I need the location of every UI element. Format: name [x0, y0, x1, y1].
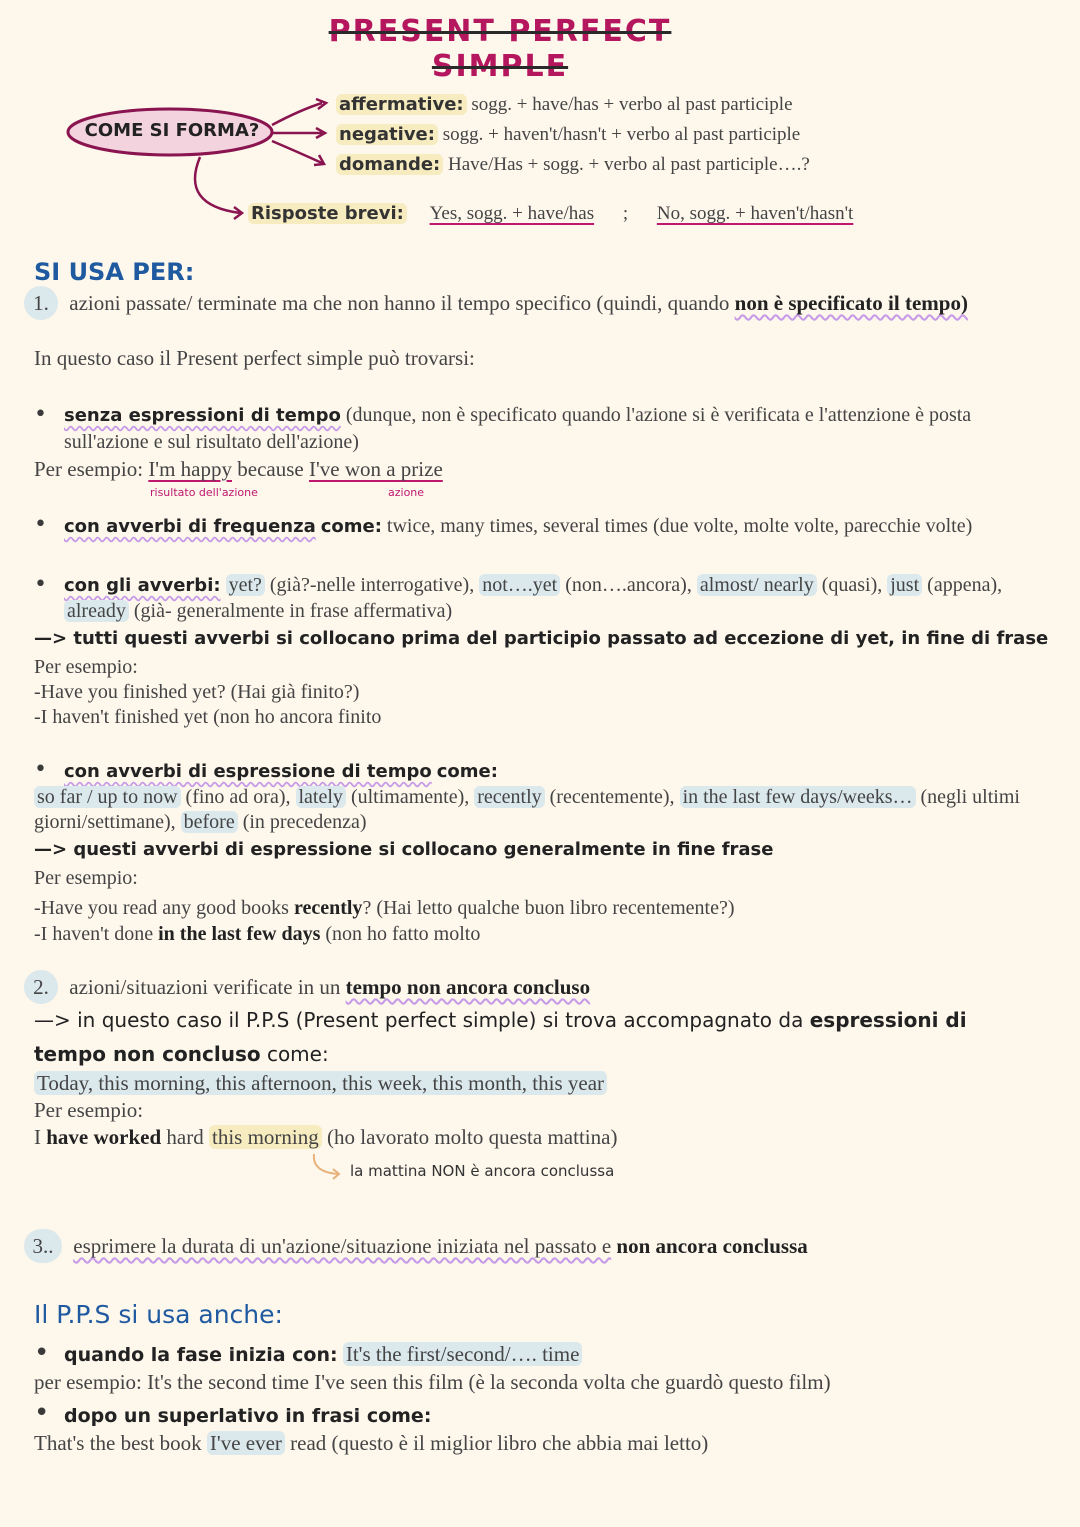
expr-2: lately — [296, 786, 346, 808]
expr-text: giorni/settimane), — [34, 811, 176, 833]
b4-line1 — [34, 784, 1074, 810]
expr-5: (recentemente), — [544, 786, 680, 808]
adv-3: (non….ancora), — [560, 574, 697, 596]
adv-5: (quasi), — [816, 574, 888, 596]
example-action: I've won a prize — [308, 457, 443, 481]
bullet-no-time — [64, 402, 1049, 455]
item-bold: tempo non ancora concluso — [345, 975, 591, 999]
adv-already: already — [64, 600, 129, 622]
short-yes: Yes, sogg. + have/has — [429, 203, 595, 224]
example-result: I'm happy — [148, 457, 232, 481]
item-text: azioni/situazioni verificate in un — [69, 975, 341, 999]
page-title: PRESENT PERFECT SIMPLE — [328, 14, 672, 84]
b3-example-1: -Have you finished yet? (Hai già finito?) — [34, 681, 360, 703]
item2-example — [34, 1124, 617, 1150]
bullet-come: come: — [436, 761, 498, 782]
example-bold: recently — [293, 897, 363, 919]
questions-text: Have/Has + sogg. + verbo al past participle….? — [448, 154, 810, 175]
bullet-dot: • — [34, 572, 47, 597]
negative-row — [336, 122, 800, 148]
adv-0: yet? — [226, 574, 265, 596]
also-example-1: per esempio: It's the second time I've seen this film (è la seconda volta che guardò questo film) — [34, 1370, 831, 1394]
bullet-title: dopo un superlativo in frasi come: — [64, 1405, 432, 1427]
b1-example — [34, 456, 443, 482]
bullet-time-expr — [64, 758, 498, 785]
bullet-dot: • — [34, 1338, 50, 1368]
example-label: Per esempio: — [34, 457, 144, 481]
example-text: -I haven't done — [34, 923, 154, 945]
item2-rule — [34, 1008, 967, 1032]
bullet-title: con avverbi di frequenza — [64, 516, 316, 537]
adv-4: almost/ nearly — [697, 574, 817, 596]
adv-6: just — [887, 574, 922, 596]
b3-example-2: -I haven't finished yet (non ho ancora finito — [34, 706, 382, 728]
bullet-title: con gli avverbi: — [64, 575, 221, 596]
short-sep: ; — [622, 203, 629, 224]
example-text: That's the best book — [34, 1431, 202, 1455]
rule-text: come: — [266, 1042, 329, 1066]
bullet-title: senza espressioni di tempo — [64, 405, 341, 426]
item-text: azioni passate/ terminate ma che non hanno il tempo specifico (quindi, quando — [69, 291, 730, 315]
already-text: (già- generalmente in frase affermativa) — [133, 600, 453, 622]
short-no: No, sogg. + haven't/hasn't — [656, 203, 854, 224]
affirmative-row — [336, 92, 793, 118]
bullet-come: come: — [320, 516, 382, 537]
b3-example-label: Per esempio: — [34, 656, 138, 678]
note-arrow — [308, 1152, 348, 1182]
bullet-text: twice, many times, several times (due volte, molte volte, parecchie volte) — [386, 515, 973, 537]
item-number: 2. — [24, 970, 58, 1004]
bullet-dot: • — [34, 757, 47, 782]
item-bold: non ancora conclussa — [616, 1234, 808, 1258]
rule-text: —> in questo caso il P.P.S (Present perfect simple) si trova accompagnato da — [34, 1008, 804, 1032]
b4-example-1 — [34, 895, 735, 921]
b3-line2 — [64, 598, 452, 624]
use-item-2 — [24, 970, 590, 1004]
example-text: I — [34, 1125, 41, 1149]
example-highlight: this morning — [209, 1125, 322, 1149]
example-text: (ho lavorato molto questa mattina) — [327, 1125, 618, 1149]
b4-rule: —> questi avverbi di espressione si collocano generalmente in fine frase — [34, 839, 774, 860]
use-item-1 — [24, 286, 1054, 320]
bullet-dot: • — [34, 402, 47, 427]
expr-0: so far / up to now — [34, 786, 181, 808]
item1-after: In questo caso il Present perfect simple può trovarsi: — [34, 346, 475, 370]
example-text: ? (Hai letto qualche buon libro recentemente?) — [362, 897, 735, 919]
item-number: 3.. — [24, 1229, 62, 1263]
b4-line2 — [34, 809, 367, 835]
expr-3: (ultimamente), — [345, 786, 475, 808]
note-action: azione — [388, 486, 425, 499]
b3-rule: —> tutti questi avverbi si collocano prima del participio passato ad eccezione di yet, in fine di frase — [34, 628, 1049, 649]
negative-text: sogg. + haven't/hasn't + verbo al past participle — [442, 124, 801, 145]
adv-2: not….yet — [479, 574, 560, 596]
item-number: 1. — [24, 286, 58, 320]
item2-example-label: Per esempio: — [34, 1098, 144, 1122]
b4-example-2 — [34, 921, 480, 947]
questions-row — [336, 152, 810, 178]
use-item-3 — [24, 1229, 808, 1263]
expr-before: before — [181, 811, 238, 833]
affirmative-text: sogg. + have/has + verbo al past participle — [471, 94, 793, 115]
example-text: (non ho fatto molto — [325, 923, 481, 945]
bullet-title: quando la fase inizia con: — [64, 1344, 338, 1366]
expressions-text: Today, this morning, this afternoon, this week, this month, this year — [34, 1071, 607, 1095]
expr-1: (fino ad ora), — [180, 786, 296, 808]
item2-note: la mattina NON è ancora conclussa — [350, 1162, 615, 1180]
item-text: esprimere la durata di un'azione/situazione iniziata nel passato e — [73, 1234, 612, 1258]
example-text: -Have you read any good books — [34, 897, 289, 919]
adv-1: (già?-nelle interrogative), — [264, 574, 480, 596]
rule-bold: espressioni di — [809, 1008, 967, 1032]
short-answers-row — [248, 201, 853, 227]
also-example-2 — [34, 1430, 708, 1456]
example-text: read (questo è il miglior libro che abbia mai letto) — [290, 1431, 709, 1455]
bullet-dot: • — [34, 1398, 50, 1428]
example-text: hard — [166, 1125, 204, 1149]
uses-heading: SI USA PER: — [34, 258, 195, 286]
example-mid: because — [237, 457, 304, 481]
bullet-highlight: It's the first/second/…. time — [343, 1342, 583, 1366]
adv-7: (appena), — [922, 574, 1003, 596]
bullet-adverbs — [64, 572, 1054, 599]
short-answers-label: Risposte brevi: — [248, 203, 407, 224]
also-bullet-2 — [64, 1402, 431, 1429]
note-result: risultato dell'azione — [150, 486, 258, 499]
also-bullet-1 — [64, 1341, 582, 1368]
example-bold: have worked — [46, 1125, 162, 1149]
item2-rule-line2 — [34, 1042, 329, 1066]
example-bold: in the last few days — [158, 923, 321, 945]
negative-label: negative: — [336, 124, 438, 145]
formation-label: COME SI FORMA? — [84, 120, 260, 141]
bullet-text: (dunque, non è specificato quando l'azione si è verificata e l'attenzione è posta sull'azione e sul risultato dell'azione) — [64, 404, 972, 453]
also-heading: Il P.P.S si usa anche: — [34, 1300, 283, 1329]
rule-bold: tempo non concluso — [34, 1042, 261, 1066]
expr-text: (in precedenza) — [242, 811, 367, 833]
questions-label: domande: — [336, 154, 443, 175]
expr-7: (negli ultimi — [915, 786, 1020, 808]
example-highlight: I've ever — [207, 1431, 285, 1455]
expr-4: recently — [474, 786, 544, 808]
expr-6: in the last few days/weeks… — [680, 786, 916, 808]
b4-example-label: Per esempio: — [34, 867, 138, 889]
item-bold: non è specificato il tempo) — [734, 291, 968, 315]
item2-expressions — [34, 1070, 607, 1096]
affirmative-label: affermative: — [336, 94, 467, 115]
bullet-title: con avverbi di espressione di tempo — [64, 761, 432, 782]
bullet-dot: • — [34, 512, 47, 537]
bullet-frequency — [64, 513, 1074, 540]
